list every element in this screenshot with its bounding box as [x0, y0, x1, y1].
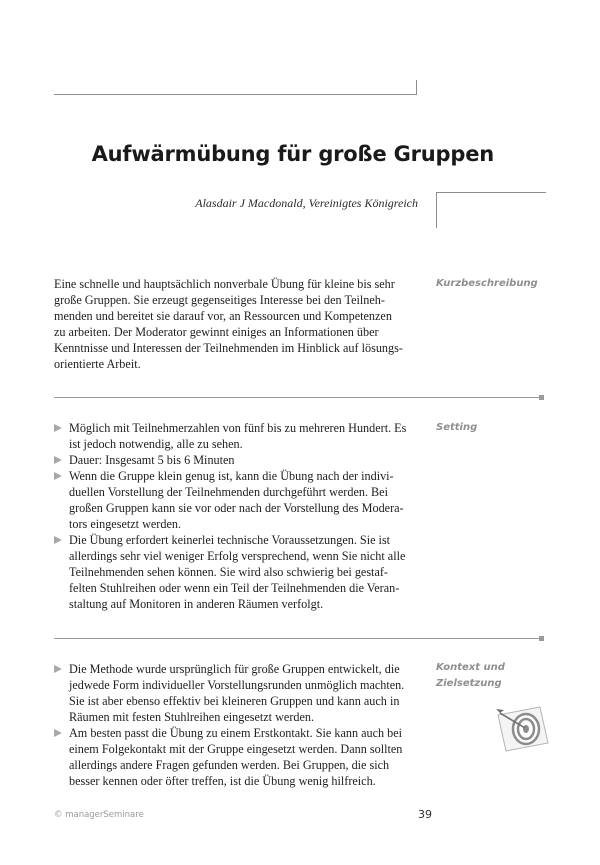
header-rule	[54, 94, 416, 95]
context-list	[54, 661, 420, 789]
list-item: Die Methode wurde ursprünglich für große Gruppen entwickelt, die jedwede Form individueller Vorstellungsrunden unmöglich machten. Sie ist aber ebenso effektiv bei kleineren Gruppen und kann auch in Räumen mit festen Stuhlreihen eingesetzt werden.	[54, 661, 420, 725]
context-list-container	[54, 661, 420, 789]
label-kontext: Kontext und Zielsetzung	[436, 662, 505, 689]
footer-copyright: © managerSeminare	[54, 810, 144, 820]
author-bracket-horizontal	[436, 192, 546, 193]
summary-line: orientierte Arbeit.	[54, 357, 141, 371]
setting-list	[54, 420, 420, 612]
section-divider-end	[539, 636, 544, 641]
label-kurzbeschreibung: Kurzbeschreibung	[436, 278, 538, 289]
section-divider	[54, 638, 540, 639]
author-bracket-vertical	[436, 192, 437, 228]
summary-line: große Gruppen. Sie erzeugt gegenseitiges Interesse bei den Teilneh-	[54, 293, 385, 307]
summary-line: Eine schnelle und hauptsächlich nonverbale Übung für kleine bis sehr	[54, 277, 395, 291]
page-title: Aufwärmübung für große Gruppen	[91, 142, 494, 166]
summary-line: Kenntnisse und Interessen der Teilnehmenden im Hinblick auf lösungs-	[54, 341, 403, 355]
triangle-bullet-icon	[54, 729, 62, 737]
section-divider-end	[539, 395, 544, 400]
header-rule-tick	[416, 80, 417, 95]
summary-paragraph	[54, 276, 420, 372]
triangle-bullet-icon	[54, 536, 62, 544]
target-icon	[494, 703, 552, 760]
setting-list-container	[54, 420, 420, 612]
triangle-bullet-icon	[54, 424, 62, 432]
triangle-bullet-icon	[54, 456, 62, 464]
triangle-bullet-icon	[54, 665, 62, 673]
author-line: Alasdair J Macdonald, Vereinigtes Königreich	[195, 196, 418, 210]
label-setting: Setting	[436, 422, 478, 433]
list-item: Die Übung erfordert keinerlei technische Voraussetzungen. Sie ist allerdings sehr viel weniger Erfolg versprechend, wenn Sie nicht alle Teilnehmenden sehen können. Sie wird also schwierig bei gestaf- felten Stuhlreihen oder wenn ein Teil der Teilnehmenden die Veran- staltung auf Monitoren in anderen Räumen verfolgt.	[54, 532, 420, 612]
section-divider	[54, 397, 540, 398]
list-item: Dauer: Insgesamt 5 bis 6 Minuten	[54, 452, 420, 468]
list-item: Möglich mit Teilnehmerzahlen von fünf bis zu mehreren Hundert. Es ist jedoch notwendig, alle zu sehen.	[54, 420, 420, 452]
page-number: 39	[418, 808, 432, 821]
list-item: Wenn die Gruppe klein genug ist, kann die Übung nach der indivi- duellen Vorstellung der Teilnehmenden durchgeführt werden. Bei großen Gruppen kann sie vor oder nach der Vorstellung des Modera- tors eingesetzt werden.	[54, 468, 420, 532]
summary-line: menden und bereitet sie darauf vor, an Ressourcen und Kompetenzen	[54, 309, 392, 323]
list-item: Am besten passt die Übung zu einem Erstkontakt. Sie kann auch bei einem Folgekontakt mit der Gruppe eingesetzt werden. Dann sollten allerdings andere Fragen gefunden werden. Bei Gruppen, die sich besser kennen oder öfter treffen, ist die Übung wenig hilfreich.	[54, 725, 420, 789]
summary-line: zu arbeiten. Der Moderator gewinnt einiges an Informationen über	[54, 325, 379, 339]
triangle-bullet-icon	[54, 472, 62, 480]
